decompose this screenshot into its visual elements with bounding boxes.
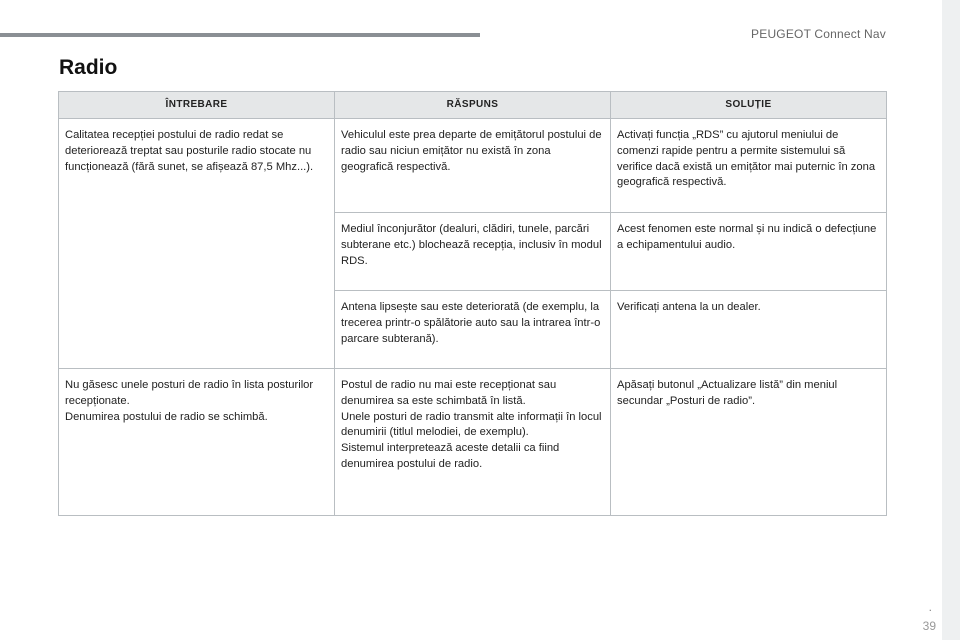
column-header-question: ÎNTREBARE [59, 92, 335, 119]
header-rule [0, 33, 480, 37]
solution-cell: Verificați antena la un dealer. [611, 291, 887, 369]
column-header-answer: RĂSPUNS [335, 92, 611, 119]
faq-table [58, 91, 887, 516]
answer-cell: Postul de radio nu mai este recepționat sau denumirea sa este schimbată în listă. Unele posturi de radio transmit alte informații în locul denumirii (titlul melodiei, de exemplu). Sistemul interpretează aceste detalii ca fiind denumirea postului de radio. [335, 369, 611, 516]
brand-label: PEUGEOT Connect Nav [751, 27, 886, 41]
page-number: 39 [922, 619, 936, 633]
side-band [942, 0, 960, 640]
footer-dot: . [928, 600, 932, 614]
question-cell: Nu găsesc unele posturi de radio în lista posturilor recepționate. Denumirea postului de radio se schimbă. [59, 369, 335, 516]
section-title: Radio [59, 56, 118, 79]
table-row [59, 119, 887, 213]
solution-cell: Activați funcția „RDS” cu ajutorul meniului de comenzi rapide pentru a permite sistemului să verifice dacă există un emițător mai puternic în zona geografică respectivă. [611, 119, 887, 213]
answer-cell: Mediul înconjurător (dealuri, clădiri, tunele, parcări subterane etc.) blochează recepția, inclusiv în modul RDS. [335, 213, 611, 291]
table-header-row [59, 92, 887, 119]
solution-cell: Acest fenomen este normal și nu indică o defecțiune a echipamentului audio. [611, 213, 887, 291]
answer-cell: Antena lipsește sau este deteriorată (de exemplu, la trecerea printr-o spălătorie auto sau la intrarea într-o parcare subterană). [335, 291, 611, 369]
answer-cell: Vehiculul este prea departe de emițătorul postului de radio sau niciun emițător nu există în zona geografică respectivă. [335, 119, 611, 213]
column-header-solution: SOLUȚIE [611, 92, 887, 119]
table-row [59, 369, 887, 516]
solution-cell: Apăsați butonul „Actualizare listă” din meniul secundar „Posturi de radio”. [611, 369, 887, 516]
question-cell: Calitatea recepției postului de radio redat se deteriorează treptat sau posturile radio stocate nu funcționează (fără sunet, se afișează 87,5 Mhz...). [59, 119, 335, 369]
